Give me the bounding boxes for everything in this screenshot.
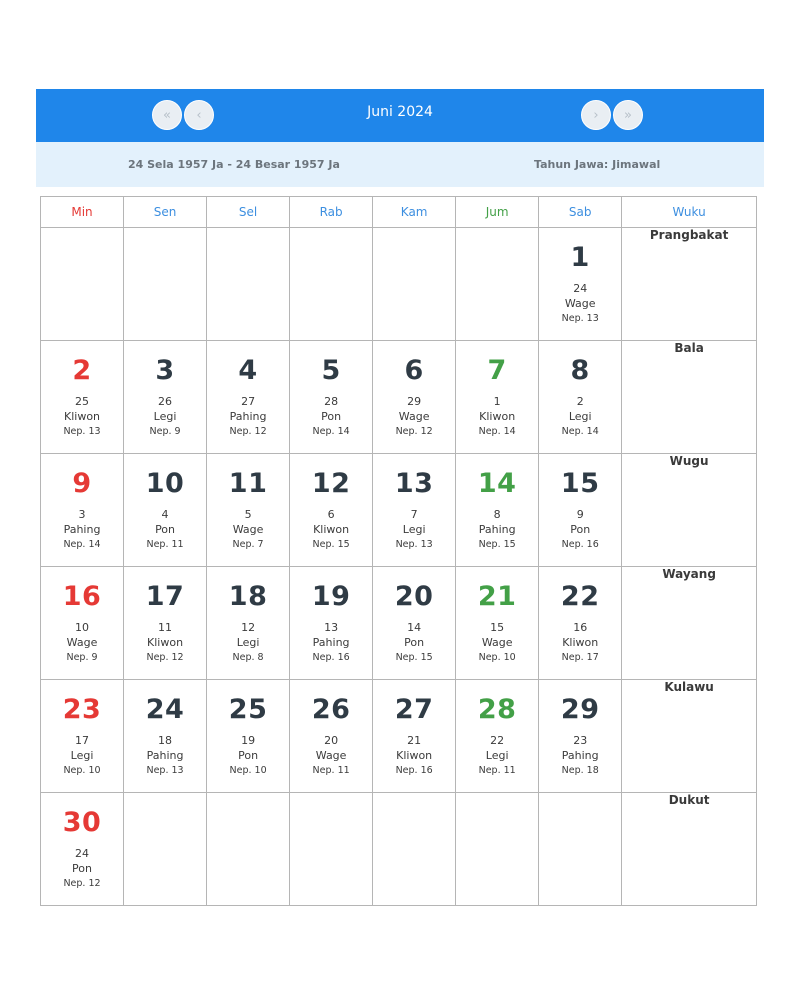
day-cell[interactable] xyxy=(207,680,290,793)
day-number: 21 xyxy=(477,581,517,612)
neptu-label: Nep. 10 xyxy=(229,765,267,776)
week-row xyxy=(41,793,757,906)
neptu-label: Nep. 13 xyxy=(63,426,101,437)
weekday-header-sab: Sab xyxy=(539,197,622,228)
neptu-label: Nep. 12 xyxy=(229,426,267,437)
day-cell[interactable] xyxy=(207,341,290,454)
javanese-day: 20 xyxy=(324,734,339,747)
pasaran-label: Wage xyxy=(481,636,513,649)
pasaran-label: Legi xyxy=(70,749,94,762)
day-cell[interactable] xyxy=(207,454,290,567)
double-chevron-right-icon: » xyxy=(624,108,632,123)
day-number: 15 xyxy=(560,468,600,499)
day-number: 23 xyxy=(62,694,102,725)
pasaran-label: Legi xyxy=(568,410,592,423)
wuku-cell: Kulawu xyxy=(622,680,757,793)
day-cell[interactable] xyxy=(290,680,373,793)
neptu-label: Nep. 12 xyxy=(63,878,101,889)
day-number: 12 xyxy=(311,468,351,499)
weekday-header-sel: Sel xyxy=(207,197,290,228)
weekday-header-sen: Sen xyxy=(124,197,207,228)
neptu-label: Nep. 10 xyxy=(63,765,101,776)
pasaran-label: Pon xyxy=(238,749,259,762)
pasaran-label: Kliwon xyxy=(562,636,599,649)
day-number: 2 xyxy=(72,355,92,386)
day-cell[interactable] xyxy=(539,454,622,567)
day-number: 25 xyxy=(228,694,268,725)
pasaran-label: Pon xyxy=(570,523,591,536)
day-number: 27 xyxy=(394,694,434,725)
day-number: 13 xyxy=(394,468,434,499)
javanese-day: 17 xyxy=(75,734,90,747)
pasaran-label: Pahing xyxy=(312,636,350,649)
neptu-label: Nep. 10 xyxy=(478,652,516,663)
pasaran-label: Wage xyxy=(564,297,596,310)
javanese-day: 18 xyxy=(158,734,173,747)
javanese-day: 3 xyxy=(78,508,86,521)
pasaran-label: Legi xyxy=(485,749,509,762)
pasaran-label: Pahing xyxy=(146,749,184,762)
javanese-day: 2 xyxy=(576,395,584,408)
javanese-day: 19 xyxy=(241,734,256,747)
pasaran-label: Legi xyxy=(236,636,260,649)
next-month-button[interactable] xyxy=(581,100,611,130)
empty-day-cell xyxy=(41,228,124,341)
wuku-cell: Dukut xyxy=(622,793,757,906)
empty-day-cell xyxy=(124,228,207,341)
week-row xyxy=(41,680,757,793)
pasaran-label: Kliwon xyxy=(64,410,101,423)
day-cell[interactable] xyxy=(124,341,207,454)
day-number: 1 xyxy=(570,242,590,273)
day-cell[interactable] xyxy=(456,680,539,793)
wuku-header: Wuku xyxy=(622,197,757,228)
javanese-year: Tahun Jawa: Jimawal xyxy=(534,158,661,171)
pasaran-label: Pahing xyxy=(478,523,516,536)
pasaran-label: Pahing xyxy=(63,523,101,536)
day-number: 14 xyxy=(477,468,517,499)
day-cell[interactable] xyxy=(124,567,207,680)
neptu-label: Nep. 13 xyxy=(395,539,433,550)
javanese-day: 6 xyxy=(327,508,335,521)
calendar-grid xyxy=(40,196,757,906)
pasaran-label: Legi xyxy=(402,523,426,536)
neptu-label: Nep. 18 xyxy=(561,765,599,776)
day-cell[interactable] xyxy=(207,567,290,680)
day-cell[interactable] xyxy=(539,567,622,680)
javanese-date-range: 24 Sela 1957 Ja - 24 Besar 1957 Ja xyxy=(128,158,340,171)
neptu-label: Nep. 13 xyxy=(561,313,599,324)
neptu-label: Nep. 9 xyxy=(149,426,181,437)
neptu-label: Nep. 15 xyxy=(312,539,350,550)
javanese-day: 8 xyxy=(493,508,501,521)
empty-day-cell xyxy=(539,793,622,906)
javanese-info-bar xyxy=(36,142,764,187)
pasaran-label: Pon xyxy=(404,636,425,649)
javanese-day: 29 xyxy=(407,395,422,408)
javanese-day: 22 xyxy=(490,734,505,747)
day-number: 5 xyxy=(321,355,341,386)
javanese-day: 21 xyxy=(407,734,422,747)
week-row xyxy=(41,228,757,341)
neptu-label: Nep. 14 xyxy=(312,426,350,437)
weekday-header-row xyxy=(41,197,757,228)
neptu-label: Nep. 16 xyxy=(395,765,433,776)
neptu-label: Nep. 14 xyxy=(478,426,516,437)
day-cell[interactable] xyxy=(290,341,373,454)
day-number: 4 xyxy=(238,355,258,386)
next-year-button[interactable] xyxy=(613,100,643,130)
empty-day-cell xyxy=(207,228,290,341)
day-cell[interactable] xyxy=(290,454,373,567)
javanese-day: 14 xyxy=(407,621,422,634)
pasaran-label: Pon xyxy=(155,523,176,536)
neptu-label: Nep. 11 xyxy=(146,539,184,550)
day-cell[interactable] xyxy=(539,341,622,454)
neptu-label: Nep. 14 xyxy=(63,539,101,550)
day-number: 7 xyxy=(487,355,507,386)
neptu-label: Nep. 12 xyxy=(395,426,433,437)
day-number: 11 xyxy=(228,468,268,499)
day-cell[interactable] xyxy=(373,680,456,793)
javanese-day: 28 xyxy=(324,395,339,408)
wuku-cell: Prangbakat xyxy=(622,228,757,341)
neptu-label: Nep. 16 xyxy=(561,539,599,550)
day-cell[interactable] xyxy=(41,341,124,454)
javanese-day: 24 xyxy=(573,282,588,295)
javanese-day: 7 xyxy=(410,508,418,521)
javanese-day: 27 xyxy=(241,395,256,408)
day-number: 22 xyxy=(560,581,600,612)
empty-day-cell xyxy=(290,228,373,341)
day-number: 17 xyxy=(145,581,185,612)
day-cell[interactable] xyxy=(456,454,539,567)
calendar-header xyxy=(36,89,764,142)
pasaran-label: Legi xyxy=(153,410,177,423)
pasaran-label: Pahing xyxy=(561,749,599,762)
pasaran-label: Kliwon xyxy=(313,523,350,536)
pasaran-label: Pon xyxy=(321,410,342,423)
day-number: 3 xyxy=(155,355,175,386)
day-cell[interactable] xyxy=(456,567,539,680)
chevron-right-icon: › xyxy=(593,108,599,123)
day-cell[interactable] xyxy=(456,341,539,454)
day-number: 20 xyxy=(394,581,434,612)
day-cell[interactable] xyxy=(41,567,124,680)
pasaran-label: Wage xyxy=(66,636,98,649)
neptu-label: Nep. 11 xyxy=(312,765,350,776)
pasaran-label: Pahing xyxy=(229,410,267,423)
javanese-day: 5 xyxy=(244,508,252,521)
neptu-label: Nep. 9 xyxy=(66,652,98,663)
javanese-day: 15 xyxy=(490,621,505,634)
pasaran-label: Wage xyxy=(398,410,430,423)
neptu-label: Nep. 16 xyxy=(312,652,350,663)
pasaran-label: Kliwon xyxy=(147,636,184,649)
day-number: 9 xyxy=(72,468,92,499)
neptu-label: Nep. 17 xyxy=(561,652,599,663)
empty-day-cell xyxy=(124,793,207,906)
day-number: 10 xyxy=(145,468,185,499)
javanese-day: 25 xyxy=(75,395,90,408)
neptu-label: Nep. 15 xyxy=(478,539,516,550)
day-cell[interactable] xyxy=(124,680,207,793)
javanese-day: 16 xyxy=(573,621,588,634)
javanese-day: 23 xyxy=(573,734,588,747)
wuku-cell: Wugu xyxy=(622,454,757,567)
neptu-label: Nep. 11 xyxy=(478,765,516,776)
pasaran-label: Wage xyxy=(232,523,264,536)
pasaran-label: Kliwon xyxy=(479,410,516,423)
day-number: 8 xyxy=(570,355,590,386)
day-cell[interactable] xyxy=(539,228,622,341)
neptu-label: Nep. 7 xyxy=(232,539,264,550)
chevron-left-icon: ‹ xyxy=(196,108,202,123)
javanese-day: 24 xyxy=(75,847,90,860)
month-title: Juni 2024 xyxy=(367,104,433,120)
day-number: 19 xyxy=(311,581,351,612)
empty-day-cell xyxy=(207,793,290,906)
double-chevron-left-icon: « xyxy=(163,108,171,123)
empty-day-cell xyxy=(373,793,456,906)
day-number: 24 xyxy=(145,694,185,725)
day-cell[interactable] xyxy=(124,454,207,567)
javanese-day: 9 xyxy=(576,508,584,521)
pasaran-label: Kliwon xyxy=(396,749,433,762)
javanese-day: 10 xyxy=(75,621,90,634)
empty-day-cell xyxy=(290,793,373,906)
pasaran-label: Pon xyxy=(72,862,92,875)
javanese-day: 13 xyxy=(324,621,339,634)
day-number: 6 xyxy=(404,355,424,386)
day-cell[interactable] xyxy=(539,680,622,793)
empty-day-cell xyxy=(456,228,539,341)
day-cell[interactable] xyxy=(41,454,124,567)
day-number: 29 xyxy=(560,694,600,725)
javanese-day: 11 xyxy=(158,621,173,634)
day-cell[interactable] xyxy=(373,341,456,454)
day-cell[interactable] xyxy=(41,680,124,793)
weekday-header-jum: Jum xyxy=(456,197,539,228)
week-row xyxy=(41,454,757,567)
day-cell[interactable] xyxy=(290,567,373,680)
day-number: 26 xyxy=(311,694,351,725)
wuku-cell: Bala xyxy=(622,341,757,454)
day-cell[interactable] xyxy=(373,567,456,680)
weekday-header-kam: Kam xyxy=(373,197,456,228)
neptu-label: Nep. 12 xyxy=(146,652,184,663)
day-cell[interactable] xyxy=(373,454,456,567)
empty-day-cell xyxy=(456,793,539,906)
wuku-cell: Wayang xyxy=(622,567,757,680)
day-number: 18 xyxy=(228,581,268,612)
neptu-label: Nep. 14 xyxy=(561,426,599,437)
week-row xyxy=(41,341,757,454)
day-number: 30 xyxy=(62,807,102,838)
javanese-day: 26 xyxy=(158,395,173,408)
calendar-widget xyxy=(36,89,764,889)
empty-day-cell xyxy=(373,228,456,341)
neptu-label: Nep. 13 xyxy=(146,765,184,776)
day-cell[interactable] xyxy=(41,793,124,906)
pasaran-label: Wage xyxy=(315,749,347,762)
day-number: 28 xyxy=(477,694,517,725)
javanese-day: 4 xyxy=(161,508,169,521)
day-number: 16 xyxy=(62,581,102,612)
neptu-label: Nep. 15 xyxy=(395,652,433,663)
week-row xyxy=(41,567,757,680)
weekday-header-rab: Rab xyxy=(290,197,373,228)
neptu-label: Nep. 8 xyxy=(232,652,264,663)
javanese-day: 1 xyxy=(493,395,501,408)
javanese-day: 12 xyxy=(241,621,256,634)
weekday-header-min: Min xyxy=(41,197,124,228)
